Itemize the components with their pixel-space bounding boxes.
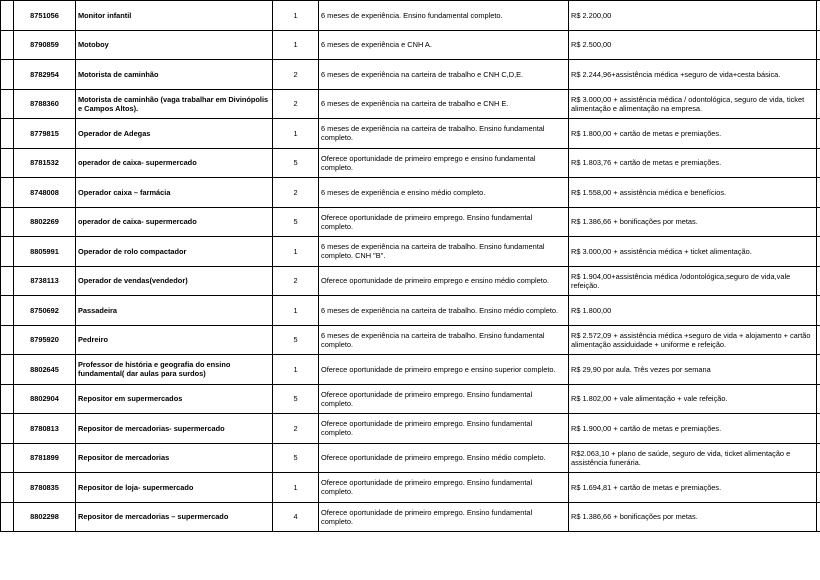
job-requirements: Oferece oportunidade de primeiro emprego. Ensino fundamental completo.: [319, 384, 569, 414]
job-salary: R$ 29,90 por aula. Três vezes por semana: [569, 355, 817, 385]
vacancy-count: 1: [273, 1, 319, 31]
row-margin-cell: [1, 325, 14, 355]
job-requirements: Oferece oportunidade de primeiro emprego. Ensino fundamental completo.: [319, 473, 569, 503]
job-code: 8781532: [14, 148, 76, 178]
row-end-cell: [817, 178, 820, 208]
table-row: [1, 414, 820, 444]
job-salary: R$ 3.000,00 + assistência médica + ticket alimentação.: [569, 237, 817, 267]
row-end-cell: [817, 296, 820, 326]
job-requirements: 6 meses de experiência na carteira de trabalho e CNH C,D,E.: [319, 60, 569, 90]
job-code: 8780835: [14, 473, 76, 503]
job-code: 8779815: [14, 119, 76, 149]
job-code: 8802298: [14, 502, 76, 532]
job-salary: R$ 1.558,00 + assistência médica e benefícios.: [569, 178, 817, 208]
vacancy-count: 2: [273, 266, 319, 296]
job-salary: R$ 1.386,66 + bonificações por metas.: [569, 502, 817, 532]
table-row: [1, 178, 820, 208]
vacancy-count: 5: [273, 148, 319, 178]
row-end-cell: [817, 355, 820, 385]
job-code: 8780813: [14, 414, 76, 444]
row-end-cell: [817, 414, 820, 444]
vacancy-count: 5: [273, 443, 319, 473]
job-requirements: Oferece oportunidade de primeiro emprego e ensino fundamental completo.: [319, 148, 569, 178]
table-row: [1, 473, 820, 503]
table-row: [1, 502, 820, 532]
job-title: Operador de Adegas: [76, 119, 273, 149]
vacancy-count: 1: [273, 119, 319, 149]
row-margin-cell: [1, 502, 14, 532]
job-requirements: 6 meses de experiência na carteira de trabalho. Ensino fundamental completo.: [319, 119, 569, 149]
row-margin-cell: [1, 178, 14, 208]
job-title: Repositor em supermercados: [76, 384, 273, 414]
job-requirements: Oferece oportunidade de primeiro emprego. Ensino fundamental completo.: [319, 207, 569, 237]
job-salary: R$ 2.572,09 + assistência médica +seguro de vida + alojamento + cartão alimentação assiduidade + uniforme e refeição.: [569, 325, 817, 355]
job-requirements: 6 meses de experiência e CNH A.: [319, 30, 569, 60]
table-row: [1, 30, 820, 60]
job-title: Professor de história e geografia do ensino fundamental( dar aulas para surdos): [76, 355, 273, 385]
job-requirements: Oferece oportunidade de primeiro emprego. Ensino médio completo.: [319, 443, 569, 473]
row-margin-cell: [1, 473, 14, 503]
job-title: Repositor de mercadorias: [76, 443, 273, 473]
row-margin-cell: [1, 355, 14, 385]
vacancy-count: 1: [273, 473, 319, 503]
table-row: [1, 148, 820, 178]
job-title: operador de caixa- supermercado: [76, 148, 273, 178]
job-title: Operador de rolo compactador: [76, 237, 273, 267]
job-salary: R$ 2.244,96+assistência médica +seguro de vida+cesta básica.: [569, 60, 817, 90]
job-salary: R$ 1.900,00 + cartão de metas e premiações.: [569, 414, 817, 444]
job-title: Repositor de mercadorias- supermercado: [76, 414, 273, 444]
job-title: Operador de vendas(vendedor): [76, 266, 273, 296]
job-title: operador de caixa- supermercado: [76, 207, 273, 237]
row-end-cell: [817, 1, 820, 31]
vacancy-count: 4: [273, 502, 319, 532]
table-row: [1, 355, 820, 385]
row-end-cell: [817, 502, 820, 532]
row-margin-cell: [1, 148, 14, 178]
job-code: 8805991: [14, 237, 76, 267]
row-end-cell: [817, 119, 820, 149]
table-row: [1, 119, 820, 149]
row-margin-cell: [1, 414, 14, 444]
job-code: 8748008: [14, 178, 76, 208]
job-salary: R$ 2.500,00: [569, 30, 817, 60]
job-salary: R$ 1.800,00 + cartão de metas e premiações.: [569, 119, 817, 149]
table-row: [1, 1, 820, 31]
row-end-cell: [817, 443, 820, 473]
job-requirements: 6 meses de experiência na carteira de trabalho e CNH E.: [319, 89, 569, 119]
job-salary: R$ 1.694,81 + cartão de metas e premiações.: [569, 473, 817, 503]
job-code: 8802645: [14, 355, 76, 385]
row-end-cell: [817, 473, 820, 503]
job-code: 8790859: [14, 30, 76, 60]
row-margin-cell: [1, 296, 14, 326]
table-row: [1, 266, 820, 296]
job-salary: R$ 2.200,00: [569, 1, 817, 31]
job-title: Monitor infantil: [76, 1, 273, 31]
row-margin-cell: [1, 89, 14, 119]
job-title: Passadeira: [76, 296, 273, 326]
table-row: [1, 325, 820, 355]
job-salary: R$ 3.000,00 + assistência médica / odontológica, seguro de vida, ticket alimentação e alimentação na empresa.: [569, 89, 817, 119]
job-requirements: Oferece oportunidade de primeiro emprego e ensino superior completo.: [319, 355, 569, 385]
table-row: [1, 60, 820, 90]
row-end-cell: [817, 207, 820, 237]
job-code: 8802904: [14, 384, 76, 414]
job-salary: R$2.063,10 + plano de saúde, seguro de vida, ticket alimentação e assistência funerária.: [569, 443, 817, 473]
job-requirements: 6 meses de experiência. Ensino fundamental completo.: [319, 1, 569, 31]
row-end-cell: [817, 325, 820, 355]
row-margin-cell: [1, 443, 14, 473]
job-requirements: 6 meses de experiência na carteira de trabalho. Ensino médio completo.: [319, 296, 569, 326]
job-code: 8738113: [14, 266, 76, 296]
row-end-cell: [817, 237, 820, 267]
job-title: Repositor de loja- supermercado: [76, 473, 273, 503]
job-code: 8751056: [14, 1, 76, 31]
vacancy-count: 1: [273, 355, 319, 385]
vacancy-count: 2: [273, 60, 319, 90]
job-code: 8750692: [14, 296, 76, 326]
job-title: Motoboy: [76, 30, 273, 60]
row-margin-cell: [1, 384, 14, 414]
vacancy-count: 1: [273, 30, 319, 60]
job-requirements: Oferece oportunidade de primeiro emprego. Ensino fundamental completo.: [319, 414, 569, 444]
row-end-cell: [817, 60, 820, 90]
job-requirements: 6 meses de experiência e ensino médio completo.: [319, 178, 569, 208]
table-row: [1, 443, 820, 473]
job-salary: R$ 1.803,76 + cartão de metas e premiações.: [569, 148, 817, 178]
job-salary: R$ 1.802,00 + vale alimentação + vale refeição.: [569, 384, 817, 414]
job-title: Repositor de mercadorias – supermercado: [76, 502, 273, 532]
table-row: [1, 237, 820, 267]
row-margin-cell: [1, 60, 14, 90]
job-salary: R$ 1.800,00: [569, 296, 817, 326]
row-end-cell: [817, 148, 820, 178]
vacancy-count: 1: [273, 296, 319, 326]
row-end-cell: [817, 30, 820, 60]
job-salary: R$ 1.904,00+assistência médica /odontológica,seguro de vida,vale refeição.: [569, 266, 817, 296]
job-code: 8781899: [14, 443, 76, 473]
vacancy-count: 5: [273, 384, 319, 414]
row-end-cell: [817, 384, 820, 414]
vacancy-count: 1: [273, 237, 319, 267]
vacancy-count: 2: [273, 414, 319, 444]
vacancy-count: 2: [273, 89, 319, 119]
job-requirements: 6 meses de experiência na carteira de trabalho. Ensino fundamental completo. CNH "B".: [319, 237, 569, 267]
job-title: Pedreiro: [76, 325, 273, 355]
vacancy-count: 2: [273, 178, 319, 208]
table-row: [1, 384, 820, 414]
job-requirements: 6 meses de experiência na carteira de trabalho. Ensino fundamental completo.: [319, 325, 569, 355]
job-title: Operador caixa – farmácia: [76, 178, 273, 208]
row-margin-cell: [1, 1, 14, 31]
row-margin-cell: [1, 237, 14, 267]
job-title: Motorista de caminhão (vaga trabalhar em Divinópolis e Campos Altos).: [76, 89, 273, 119]
job-code: 8795920: [14, 325, 76, 355]
vacancy-count: 5: [273, 325, 319, 355]
table-row: [1, 207, 820, 237]
job-requirements: Oferece oportunidade de primeiro emprego e ensino médio completo.: [319, 266, 569, 296]
job-rows: [1, 1, 820, 532]
job-title: Motorista de caminhão: [76, 60, 273, 90]
vacancy-count: 5: [273, 207, 319, 237]
job-requirements: Oferece oportunidade de primeiro emprego. Ensino fundamental completo.: [319, 502, 569, 532]
row-margin-cell: [1, 119, 14, 149]
row-end-cell: [817, 89, 820, 119]
table-row: [1, 296, 820, 326]
row-margin-cell: [1, 266, 14, 296]
row-margin-cell: [1, 30, 14, 60]
job-code: 8782954: [14, 60, 76, 90]
row-margin-cell: [1, 207, 14, 237]
table-row: [1, 89, 820, 119]
job-code: 8788360: [14, 89, 76, 119]
row-end-cell: [817, 266, 820, 296]
job-code: 8802269: [14, 207, 76, 237]
job-salary: R$ 1.386,66 + bonificações por metas.: [569, 207, 817, 237]
